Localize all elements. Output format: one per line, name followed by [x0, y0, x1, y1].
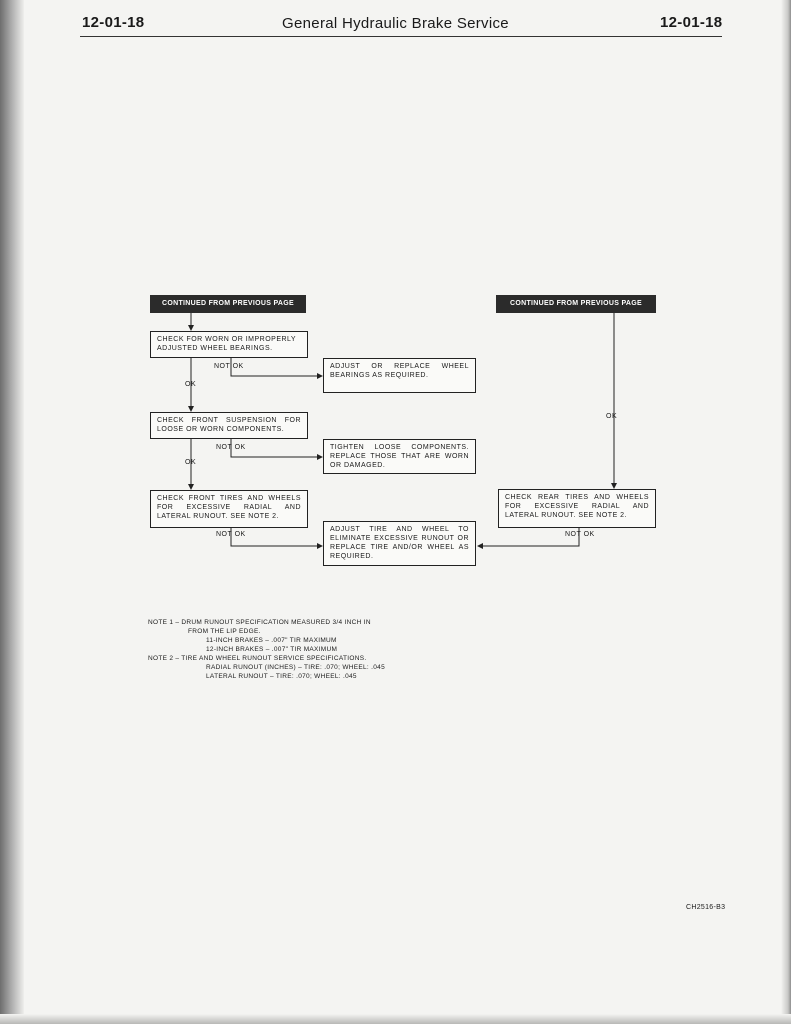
figure-code: CH2516-B3 [686, 904, 726, 911]
label-not-ok-front-tires: NOT OK [216, 531, 246, 538]
label-not-ok-suspension: NOT OK [216, 444, 246, 451]
page-number-left: 12-01-18 [82, 14, 145, 31]
label-not-ok-rear-tires: NOT OK [565, 531, 595, 538]
box-adjust-wheel-bearings: ADJUST OR REPLACE WHEEL BEARINGS AS REQUIRED. [323, 358, 476, 393]
box-check-rear-tires: CHECK REAR TIRES AND WHEELS FOR EXCESSIVE RADIAL AND LATERAL RUNOUT. SEE NOTE 2. [498, 489, 656, 528]
continued-from-previous-left: CONTINUED FROM PREVIOUS PAGE [150, 295, 306, 313]
box-check-front-tires: CHECK FRONT TIRES AND WHEELS FOR EXCESSIVE RADIAL AND LATERAL RUNOUT. SEE NOTE 2. [150, 490, 308, 528]
note2-line3: LATERAL RUNOUT – TIRE: .070; WHEEL: .045 [206, 673, 357, 680]
box-check-front-suspension: CHECK FRONT SUSPENSION FOR LOOSE OR WORN COMPONENTS. [150, 412, 308, 439]
label-ok-bearings: OK [185, 381, 197, 388]
box-check-wheel-bearings: CHECK FOR WORN OR IMPROPERLY ADJUSTED WHEEL BEARINGS. [150, 331, 308, 358]
label-not-ok-bearings: NOT OK [214, 363, 244, 370]
label-ok-right: OK [606, 413, 618, 420]
box-tighten-components: TIGHTEN LOOSE COMPONENTS. REPLACE THOSE THAT ARE WORN OR DAMAGED. [323, 439, 476, 474]
note1-line2: FROM THE LIP EDGE. [188, 628, 261, 635]
notes-block [148, 618, 385, 681]
note1-line4: 12-INCH BRAKES – .007" TIR MAXIMUM [206, 646, 338, 653]
note2-line1: NOTE 2 – TIRE AND WHEEL RUNOUT SERVICE SPECIFICATIONS. [148, 655, 367, 662]
box-adjust-tire-and-wheel: ADJUST TIRE AND WHEEL TO ELIMINATE EXCESSIVE RUNOUT OR REPLACE TIRE AND/OR WHEEL AS REQUIRED. [323, 521, 476, 566]
label-ok-suspension: OK [185, 459, 197, 466]
page-number-right: 12-01-18 [660, 14, 723, 31]
continued-from-previous-right: CONTINUED FROM PREVIOUS PAGE [496, 295, 656, 313]
page-title: General Hydraulic Brake Service [282, 15, 509, 32]
note1-line3: 11-INCH BRAKES – .007" TIR MAXIMUM [206, 637, 337, 644]
connector-bearings-notok [231, 358, 322, 376]
note2-line2: RADIAL RUNOUT (INCHES) – TIRE: .070; WHEEL: .045 [206, 664, 385, 671]
connector-rear-tires-notok [478, 528, 579, 546]
note1-line1: NOTE 1 – DRUM RUNOUT SPECIFICATION MEASURED 3/4 INCH IN [148, 619, 371, 626]
